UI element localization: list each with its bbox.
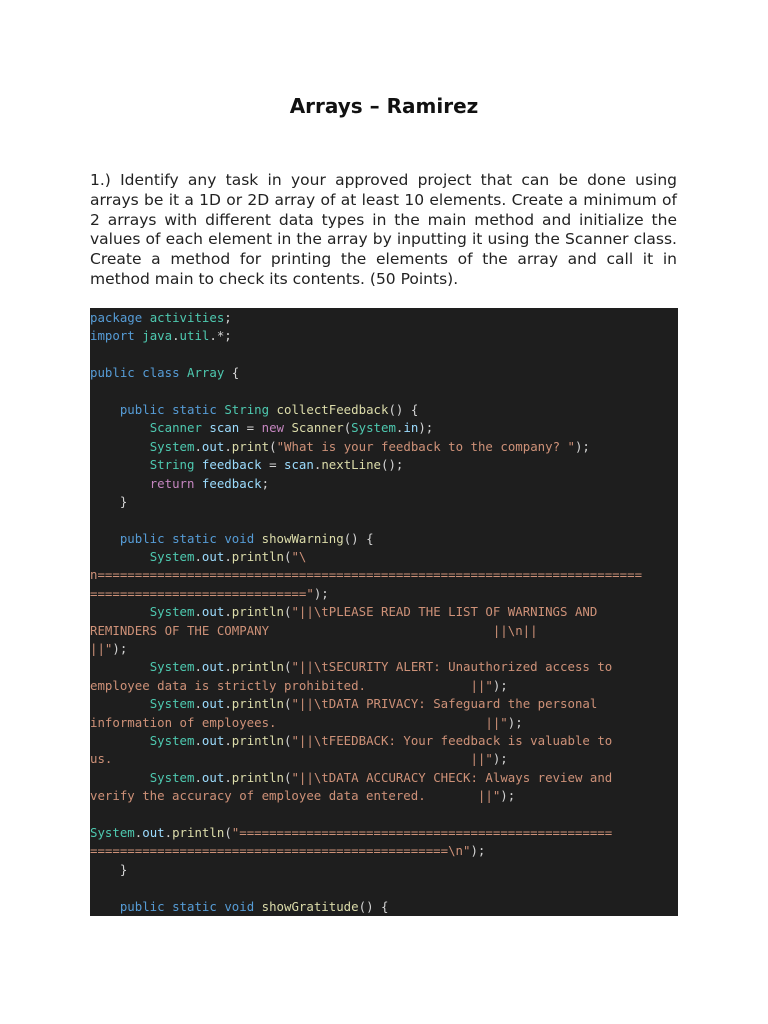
code-token: static [172,898,217,914]
code-token: static [172,401,217,417]
code-token: .*; [209,328,232,344]
code-token: . [194,438,202,454]
code-token: ( [284,659,292,675]
code-line [90,419,678,437]
code-token: ); [470,843,486,859]
code-token: println [231,549,284,565]
code-token: { [224,365,240,381]
code-token [194,476,201,491]
code-token: scan [284,457,314,473]
code-line [90,640,678,658]
code-token: Array [187,365,225,381]
code-token: package [90,310,143,325]
code-token: employee data is strictly prohibited. ||" [90,677,493,693]
code-token: public [119,401,165,417]
code-line [90,658,678,676]
code-token: out [201,769,225,785]
code-token: ( [269,438,277,454]
code-token: Scanner [291,420,344,436]
code-token: ); [492,751,508,767]
code-token: ); [112,641,128,657]
code-token: util [179,328,210,344]
code-token: collectFeedback [276,401,389,417]
code-token: static [172,530,217,546]
code-token [90,899,120,914]
code-token: us. ||" [90,751,493,767]
code-token: Scanner [149,420,202,436]
code-token [254,899,261,914]
code-line [90,622,678,640]
code-token: java [142,328,173,344]
code-token: "||\tPLEASE READ THE LIST OF WARNINGS AND [291,604,598,620]
code-token: ); [574,438,590,454]
code-token [142,310,149,325]
code-token: . [224,549,232,565]
code-line [90,548,678,566]
code-line [90,475,678,493]
code-line [90,511,678,529]
document-title: Arrays – Ramirez [289,94,479,118]
code-line [90,383,678,401]
code-token: "||\tDATA ACCURACY CHECK: Always review and [291,769,613,785]
code-token: . [194,732,202,748]
code-token: ; [261,475,270,491]
code-token [90,420,150,435]
code-token [90,659,150,674]
code-token: () { [388,401,419,417]
code-token [165,899,172,914]
code-token: . [194,604,202,620]
code-token: System [149,549,195,565]
code-token: class [142,365,180,381]
code-token: REMINDERS OF THE COMPANY ||\n|| [90,622,538,638]
code-line [90,603,678,621]
code-token: . [194,696,202,712]
code-token: feedback [201,475,262,491]
code-token: out [201,696,225,712]
code-token [165,402,172,417]
code-token: . [395,420,404,436]
code-line [90,714,678,732]
code-line [90,530,678,548]
code-line [90,438,678,456]
code-token: System [90,824,135,840]
code-token: System [149,696,195,712]
code-token: ); [492,677,508,693]
code-token [90,439,150,454]
code-line [90,879,678,897]
code-token: . [224,659,232,675]
code-token: nextLine [321,457,381,473]
code-token: ( [284,769,292,785]
code-token: "\ [291,549,307,565]
code-token: verify the accuracy of employee data entered. ||" [90,788,501,804]
code-token: . [224,732,232,748]
code-line [90,566,678,584]
code-token: n========================================================================= [90,567,643,583]
code-token [165,531,172,546]
code-line [90,787,678,805]
code-token [269,402,276,417]
code-token: () { [343,530,374,546]
code-token: . [224,438,232,454]
code-line [90,309,678,327]
code-token [90,604,150,619]
code-token [194,457,201,472]
code-token: println [231,696,284,712]
code-line [90,364,678,382]
code-token: . [172,328,180,344]
code-token: ================================================\n" [90,843,471,859]
code-token: ============================= [90,585,307,601]
code-line [90,750,678,768]
code-token: . [224,604,232,620]
code-token: out [201,438,225,454]
code-token: println [172,824,225,840]
code-line [90,401,678,419]
code-token: . [164,824,173,840]
code-token: out [201,549,225,565]
code-token: String [224,401,270,417]
code-token: ||" [90,641,113,657]
code-token: public [90,365,135,381]
code-token: "||\tFEEDBACK: Your feedback is valuable to [291,732,613,748]
code-token [90,531,120,546]
code-token: println [231,769,284,785]
code-token: showWarning [261,530,344,546]
code-token: feedback [201,457,262,473]
code-token: ); [313,585,329,601]
code-line [90,493,678,511]
code-token: ( [224,824,232,840]
code-token: . [134,824,143,840]
code-line [90,732,678,750]
code-token: ( [284,549,292,565]
code-token: System [149,604,195,620]
code-token: . [194,549,202,565]
code-token: System [149,732,195,748]
code-token: . [224,769,232,785]
code-token: = [239,420,262,436]
code-line [90,861,678,879]
code-token: out [201,604,225,620]
code-token: public [119,530,165,546]
code-token: println [231,659,284,675]
code-token [90,770,150,785]
code-token: " [306,585,314,601]
code-line [90,898,678,916]
code-token [90,457,150,472]
code-token: scan [209,420,240,436]
code-block [90,308,678,916]
code-token: new [261,420,284,436]
code-token [254,531,261,546]
code-token: showGratitude [261,898,359,914]
code-token: System [351,420,396,436]
code-token: out [142,824,165,840]
code-token: "||\tSECURITY ALERT: Unauthorized access to [291,659,613,675]
code-line [90,695,678,713]
code-line [90,456,678,474]
code-line [90,677,678,695]
code-token: . [224,696,232,712]
code-token: void [224,898,255,914]
code-line [90,327,678,345]
code-token: "================================================== [231,824,613,840]
code-token [90,476,150,491]
code-line [90,824,678,842]
code-token: . [194,659,202,675]
code-token [90,402,120,417]
code-token: void [224,530,255,546]
code-token: ( [284,732,292,748]
code-token: ( [284,604,292,620]
code-token: = [261,457,284,473]
code-token: ); [500,788,516,804]
code-token: "||\tDATA PRIVACY: Safeguard the personal [291,696,598,712]
code-token [90,549,150,564]
code-token: ( [284,696,292,712]
code-token: information of employees. ||" [90,714,508,730]
code-token: } [90,861,128,877]
code-token: (); [381,457,404,473]
code-token: activities [149,310,225,325]
code-token: . [313,457,322,473]
code-token: ( [343,420,352,436]
code-token: return [149,475,195,491]
code-token: print [231,438,270,454]
code-line [90,806,678,824]
code-token: String [149,457,195,473]
code-token: "What is your feedback to the company? " [276,438,575,454]
question-text: 1.) Identify any task in your approved project that can be done using arrays be it a 1D or 2D array of at least 10 elements. Create a minimum of 2 arrays with different data types in the main method and initialize the values of each element in the array by inputting it using the Scanner class. Create a method for printing the elements of the array and call it in method main to check its contents. (50 Points). [90,171,677,288]
code-token [180,365,187,380]
code-line [90,769,678,787]
code-token: System [149,769,195,785]
code-token [90,696,150,711]
code-token: println [231,604,284,620]
code-token: ); [507,714,523,730]
code-token: import [90,328,135,344]
code-token: ); [418,420,434,436]
code-token: System [149,659,195,675]
code-token [90,733,150,748]
code-token: () { [358,898,389,914]
code-line [90,585,678,603]
code-token: . [194,769,202,785]
code-line [90,346,678,364]
code-token: println [231,732,284,748]
code-token: out [201,732,225,748]
code-token: System [149,438,195,454]
code-token: in [403,420,419,436]
code-token: ; [224,310,232,325]
code-token: out [201,659,225,675]
code-token: public [119,898,165,914]
code-token: } [90,493,128,509]
code-line [90,842,678,860]
